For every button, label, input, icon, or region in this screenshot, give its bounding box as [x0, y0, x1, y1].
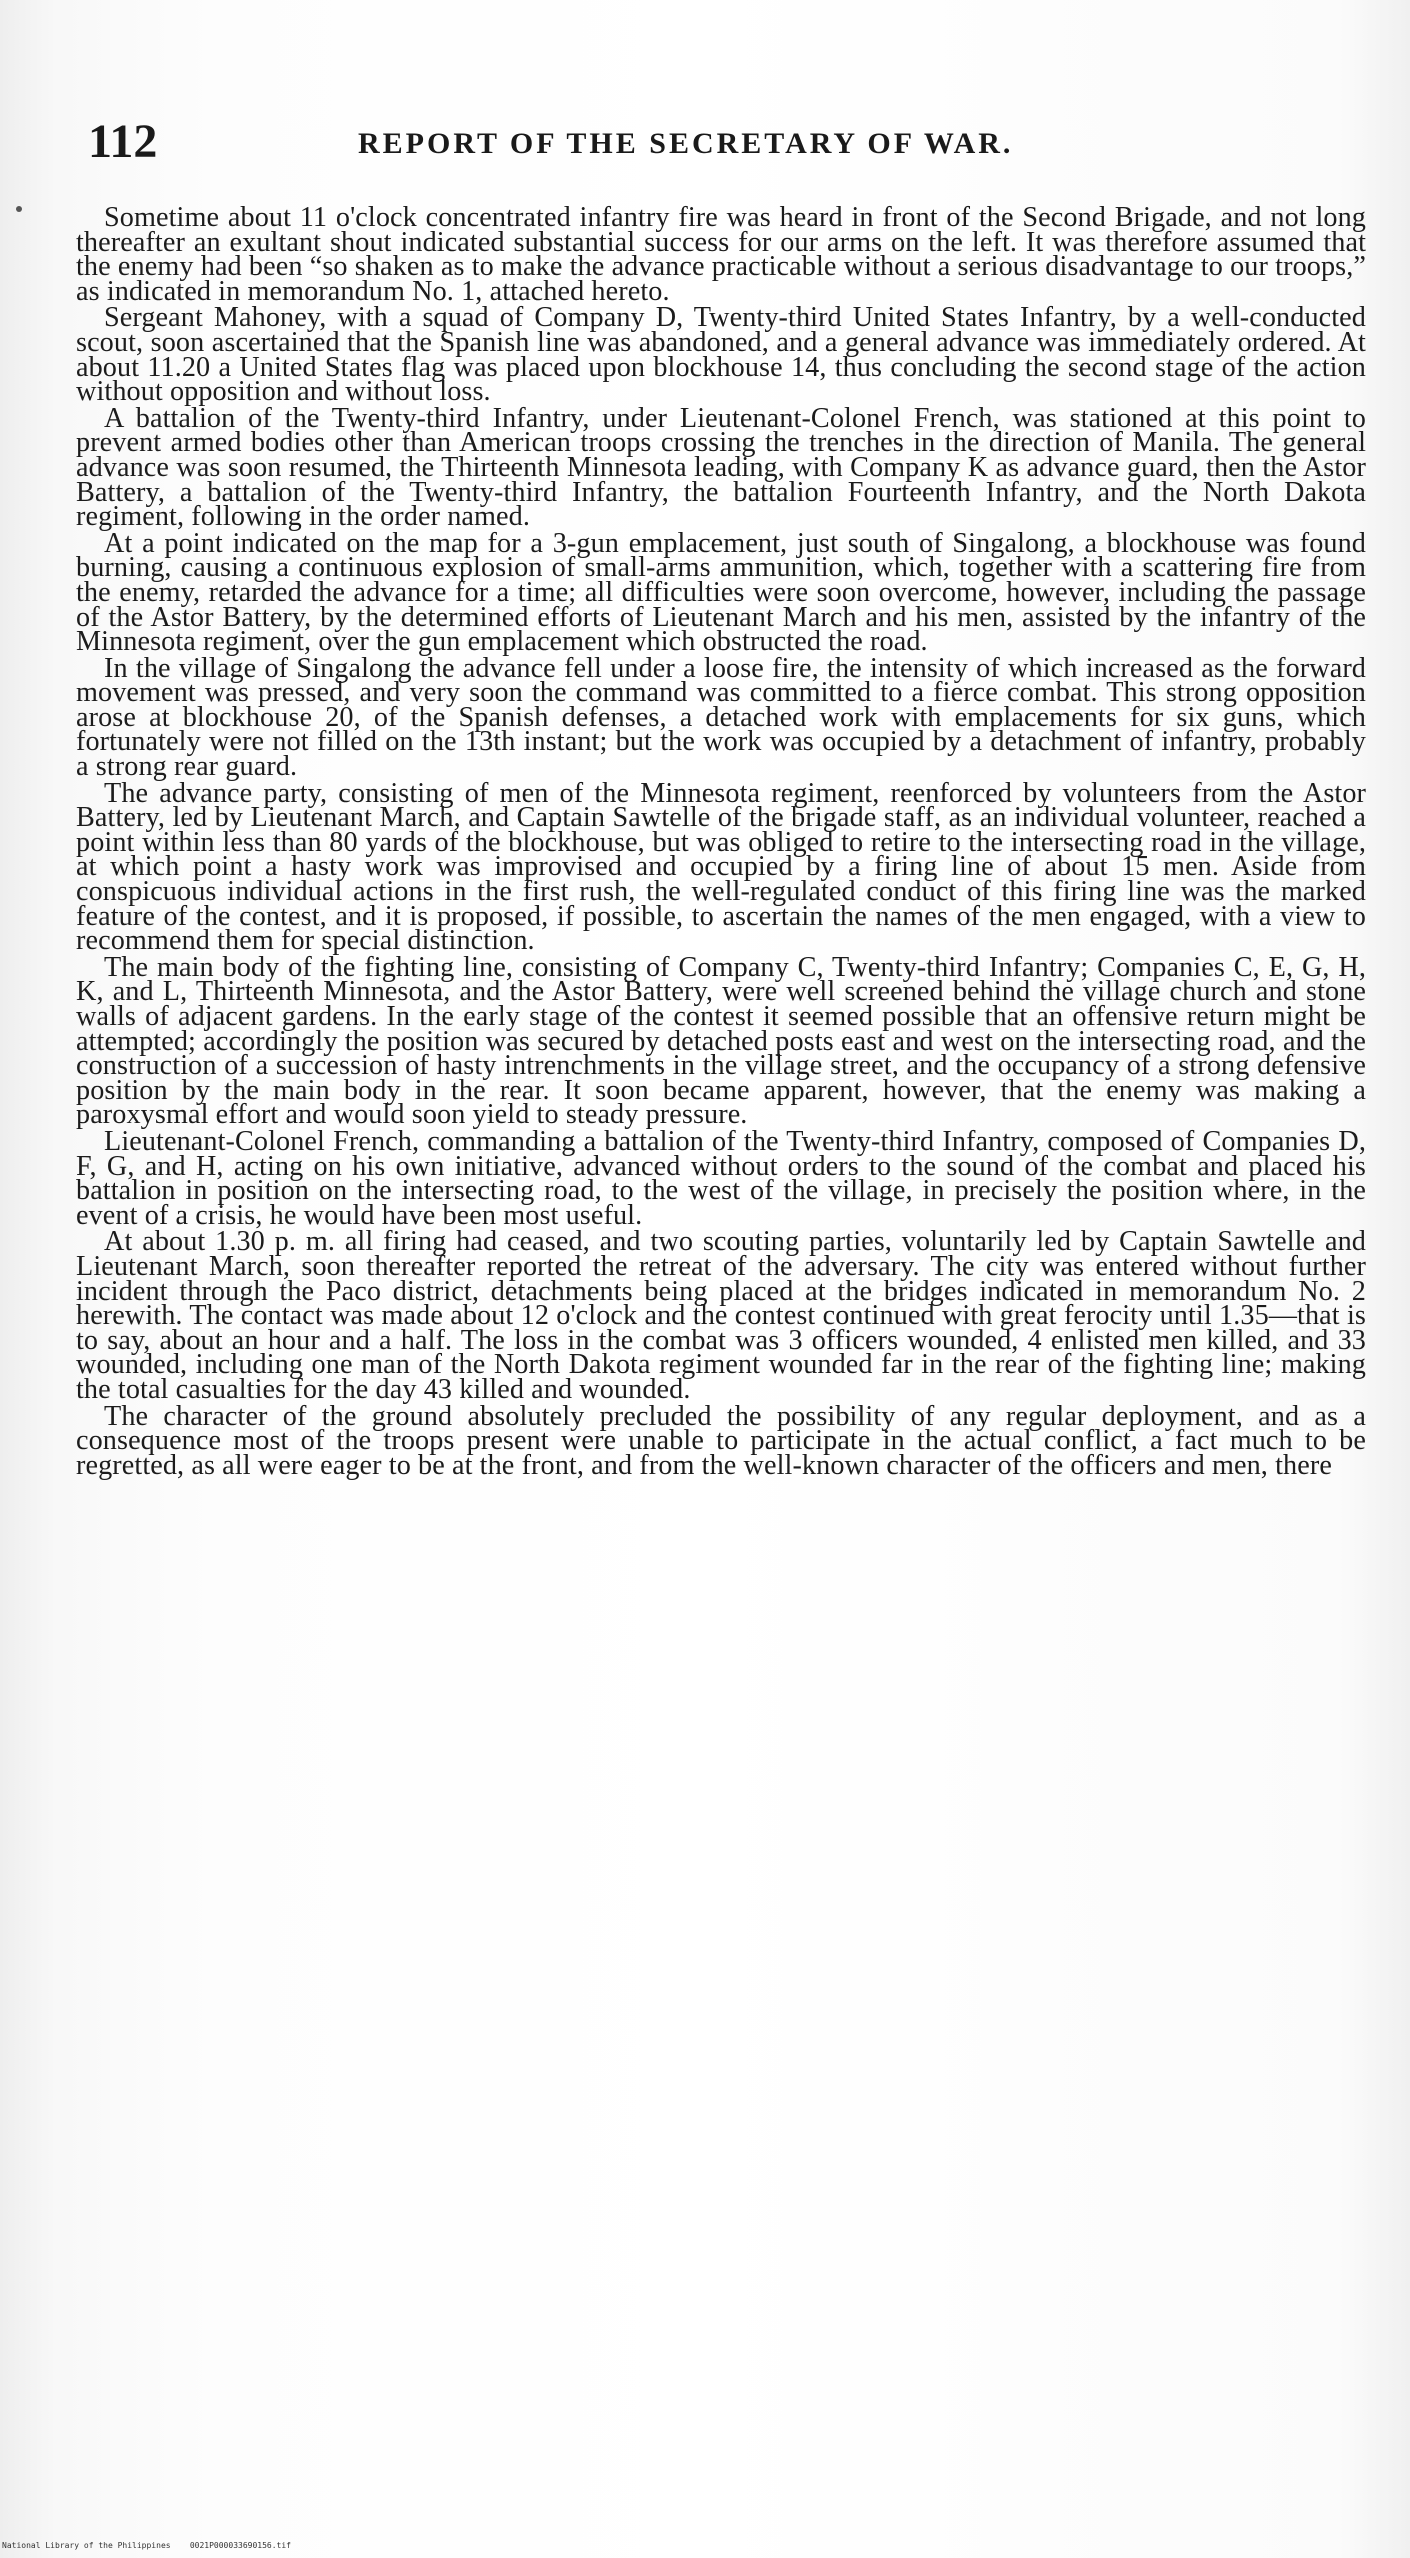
paragraph: Sometime about 11 o'clock concentrated infantry fire was heard in front of the Second Brigade, and not long thereafter an exultant shout indicated substantial success for our arms on the left. It was therefore assumed that the enemy had been “so shaken as to make the advance practicable without a serious disadvantage to our troops,” as indicated in memorandum No. 1, attached hereto. — [76, 202, 1366, 307]
paragraph: At about 1.30 p. m. all firing had ceased, and two scouting parties, voluntarily led by Captain Sawtelle and Lieutenant March, soon thereafter reported the retreat of the adversary. The city was entered without further incident through the Paco district, detachments being placed at the bridges indicated in memorandum No. 2 herewith. The contact was made about 12 o'clock and the contest continued with great ferocity until 1.35—that is to say, about an hour and a half. The loss in the combat was 3 officers wounded, 4 enlisted men killed, and 33 wounded, including one man of the North Dakota regiment wounded far in the rear of the fighting line; making the total casualties for the day 43 killed and wounded. — [76, 1226, 1366, 1405]
body-text — [76, 202, 1366, 1481]
running-head: REPORT OF THE SECRETARY OF WAR. — [358, 127, 1014, 160]
paragraph: At a point indicated on the map for a 3-gun emplacement, just south of Singalong, a blockhouse was found burning, causing a continuous explosion of small-arms ammunition, which, together with a scattering fire from the enemy, retarded the advance for a time; all difficulties were soon overcome, however, including the passage of the Astor Battery, by the determined efforts of Lieutenant March and his men, assisted by the infantry of the Minnesota regiment, over the gun emplacement which obstructed the road. — [76, 527, 1366, 658]
margin-mark — [16, 206, 22, 212]
page-header — [88, 112, 1318, 172]
paragraph: In the village of Singalong the advance fell under a loose fire, the intensity of which increased as the forward movement was pressed, and very soon the command was committed to a fierce combat. This strong opposition arose at blockhouse 20, of the Spanish defenses, a detached work with emplacements for six guns, which fortunately were not filled on the 13th instant; but the work was occupied by a detachment of infantry, probably a strong rear guard. — [76, 652, 1366, 783]
paragraph: The advance party, consisting of men of the Minnesota regiment, reenforced by volunteers from the Astor Battery, led by Lieutenant March, and Captain Sawtelle of the brigade staff, as an individual volunteer, reached a point within less than 80 yards of the blockhouse, but was obliged to retire to the intersecting road in the village, at which point a hasty work was improvised and occupied by a firing line of about 15 men. Aside from conspicuous individual actions in the first rush, the well-regulated conduct of this firing line was the marked feature of the contest, and it is proposed, if possible, to ascertain the names of the men engaged, with a view to recommend them for special distinction. — [76, 777, 1366, 957]
paragraph: Lieutenant-Colonel French, commanding a battalion of the Twenty-third Infantry, composed of Companies D, F, G, and H, acting on his own initiative, advanced without orders to the sound of the combat and placed his battalion in position on the intersecting road, to the west of the village, in precisely the position where, in the event of a crisis, he would have been most useful. — [76, 1125, 1366, 1231]
page-number: 112 — [88, 115, 158, 168]
paragraph: Sergeant Mahoney, with a squad of Company D, Twenty-third United States Infantry, by a well-conducted scout, soon ascertained that the Spanish line was abandoned, and a general advance was immediately ordered. At about 11.20 a United States flag was placed upon blockhouse 14, thus concluding the second stage of the action without opposition and without loss. — [76, 302, 1366, 408]
paragraph: A battalion of the Twenty-third Infantry, under Lieutenant-Colonel French, was stationed at this point to prevent armed bodies other than American troops crossing the trenches in the direction of Manila. The general advance was soon resumed, the Thirteenth Minnesota leading, with Company K as advance guard, then the Astor Battery, a battalion of the Twenty-third Infantry, the battalion Fourteenth Infantry, and the North Dakota regiment, following in the order named. — [76, 402, 1366, 533]
paragraph: The character of the ground absolutely precluded the possibility of any regular deployment, and as a consequence most of the troops present were unable to participate in the actual conflict, a fact much to be regretted, as all were eager to be at the front, and from the well-known character of the officers and men, there — [76, 1400, 1366, 1481]
scan-footer: National Library of the Philippines 0021P000033690156.tif — [2, 2541, 291, 2550]
paragraph: The main body of the fighting line, consisting of Company C, Twenty-third Infantry; Companies C, E, G, H, K, and L, Thirteenth Minnesota, and the Astor Battery, were well screened behind the village church and stone walls of adjacent gardens. In the early stage of the contest it seemed possible that an offensive return might be attempted; accordingly the position was secured by detached posts east and west on the intersecting road, and the construction of a succession of hasty intrenchments in the village street, and the occupancy of a strong defensive position by the main body in the rear. It soon became apparent, however, that the enemy was making a paroxysmal effort and would soon yield to steady pressure. — [76, 951, 1366, 1131]
